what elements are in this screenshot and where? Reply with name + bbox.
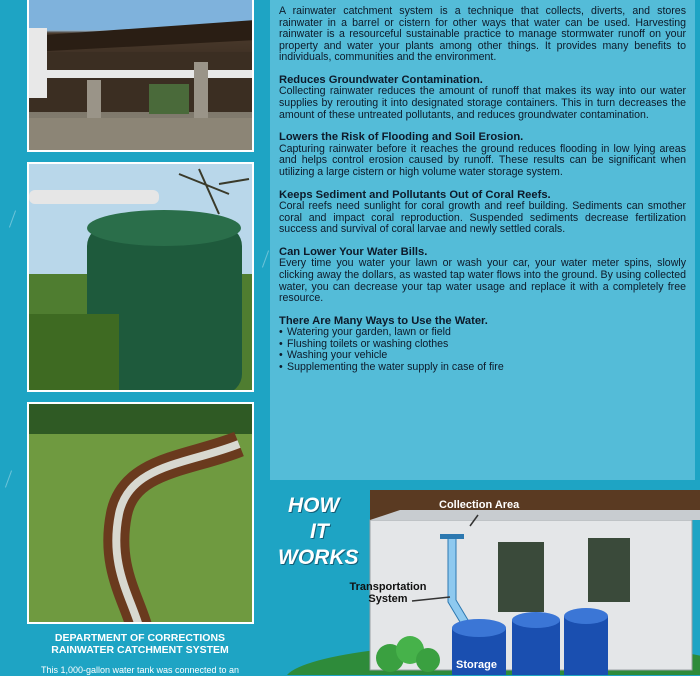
how-it-works-line2: IT <box>310 520 329 543</box>
intro-paragraph: A rainwater catchment system is a technique that collects, diverts, and stores rainwater in a barrel or cistern for other ways that water can be used. Harvesting rainwater is a resourceful sustainable practice to manage stormwater runoff on your property and water your plants among other things. It provides many benefits to individuals, communities and the environment. <box>279 5 686 64</box>
label-storage: Storage <box>456 659 497 671</box>
storage-tank <box>512 620 560 675</box>
label-transportation-line1: Transportation <box>349 581 427 593</box>
section-body: Capturing rainwater before it reaches the ground reduces flooding in low lying areas and helps control erosion caused by runoff. These results can be significant when utilizing a large cistern or high volume water storage system. <box>279 142 686 178</box>
water-tank-illustration <box>29 164 254 392</box>
window <box>588 538 630 602</box>
section-heading: Can Lower Your Water Bills. <box>279 245 428 258</box>
uses-list <box>279 327 686 373</box>
caption-title-line2: RAINWATER CATCHMENT SYSTEM <box>51 644 229 656</box>
caption-title <box>20 632 260 656</box>
storage-tank <box>564 616 608 675</box>
trench-illustration <box>29 404 254 624</box>
list-item: • Supplementing the water supply in case of fire <box>279 362 686 374</box>
label-transportation-system <box>344 581 432 605</box>
section-heading: Reduces Groundwater Contamination. <box>279 73 483 86</box>
photo-water-tank <box>27 162 254 392</box>
photo-drainage-trench <box>27 402 254 624</box>
how-it-works-line3: WORKS <box>278 546 359 569</box>
section-heading: Keeps Sediment and Pollutants Out of Coral Reefs. <box>279 188 551 201</box>
caption-body: This 1,000-gallon water tank was connected to an <box>40 665 240 675</box>
uses-heading: There Are Many Ways to Use the Water. <box>279 314 488 327</box>
section-body: Collecting rainwater reduces the amount of runoff that makes its way into our water supplies by rerouting it into designated storage containers. This in turn decreases the amount of these untreated pollutants, and reduces groundwater contamination. <box>279 85 686 121</box>
label-transportation-line2: System <box>368 593 408 605</box>
how-it-works-line1: HOW <box>288 494 340 517</box>
article-panel <box>270 0 695 480</box>
rain-streak <box>5 470 12 487</box>
section-heading: Lowers the Risk of Flooding and Soil Erosion. <box>279 131 524 144</box>
section-body: Every time you water your lawn or wash your car, your water meter spins, slowly clicking away the dollars, as wasted tap water flows into the ground. By using collected water, you can decrease your tap water usage and replace it with a completely free resource. <box>279 257 686 305</box>
list-item: • Flushing toilets or washing clothes <box>279 339 686 351</box>
label-collection-area: Collection Area <box>439 499 520 511</box>
rain-streak <box>262 250 269 267</box>
window <box>498 542 544 612</box>
photo-shelter-gutter <box>27 0 254 152</box>
list-item: • Watering your garden, lawn or field <box>279 327 686 339</box>
rain-streak <box>9 210 16 227</box>
shelter-illustration <box>29 0 254 152</box>
list-item: • Washing your vehicle <box>279 350 686 362</box>
caption-title-line1: DEPARTMENT OF CORRECTIONS <box>54 632 226 644</box>
section-body: Coral reefs need sunlight for coral growth and reef building. Sediments can smother coral and impact coral reproduction. Suspended sediments decrease fertilization success and survival of coral larvae and newly settled corals. <box>279 200 686 236</box>
